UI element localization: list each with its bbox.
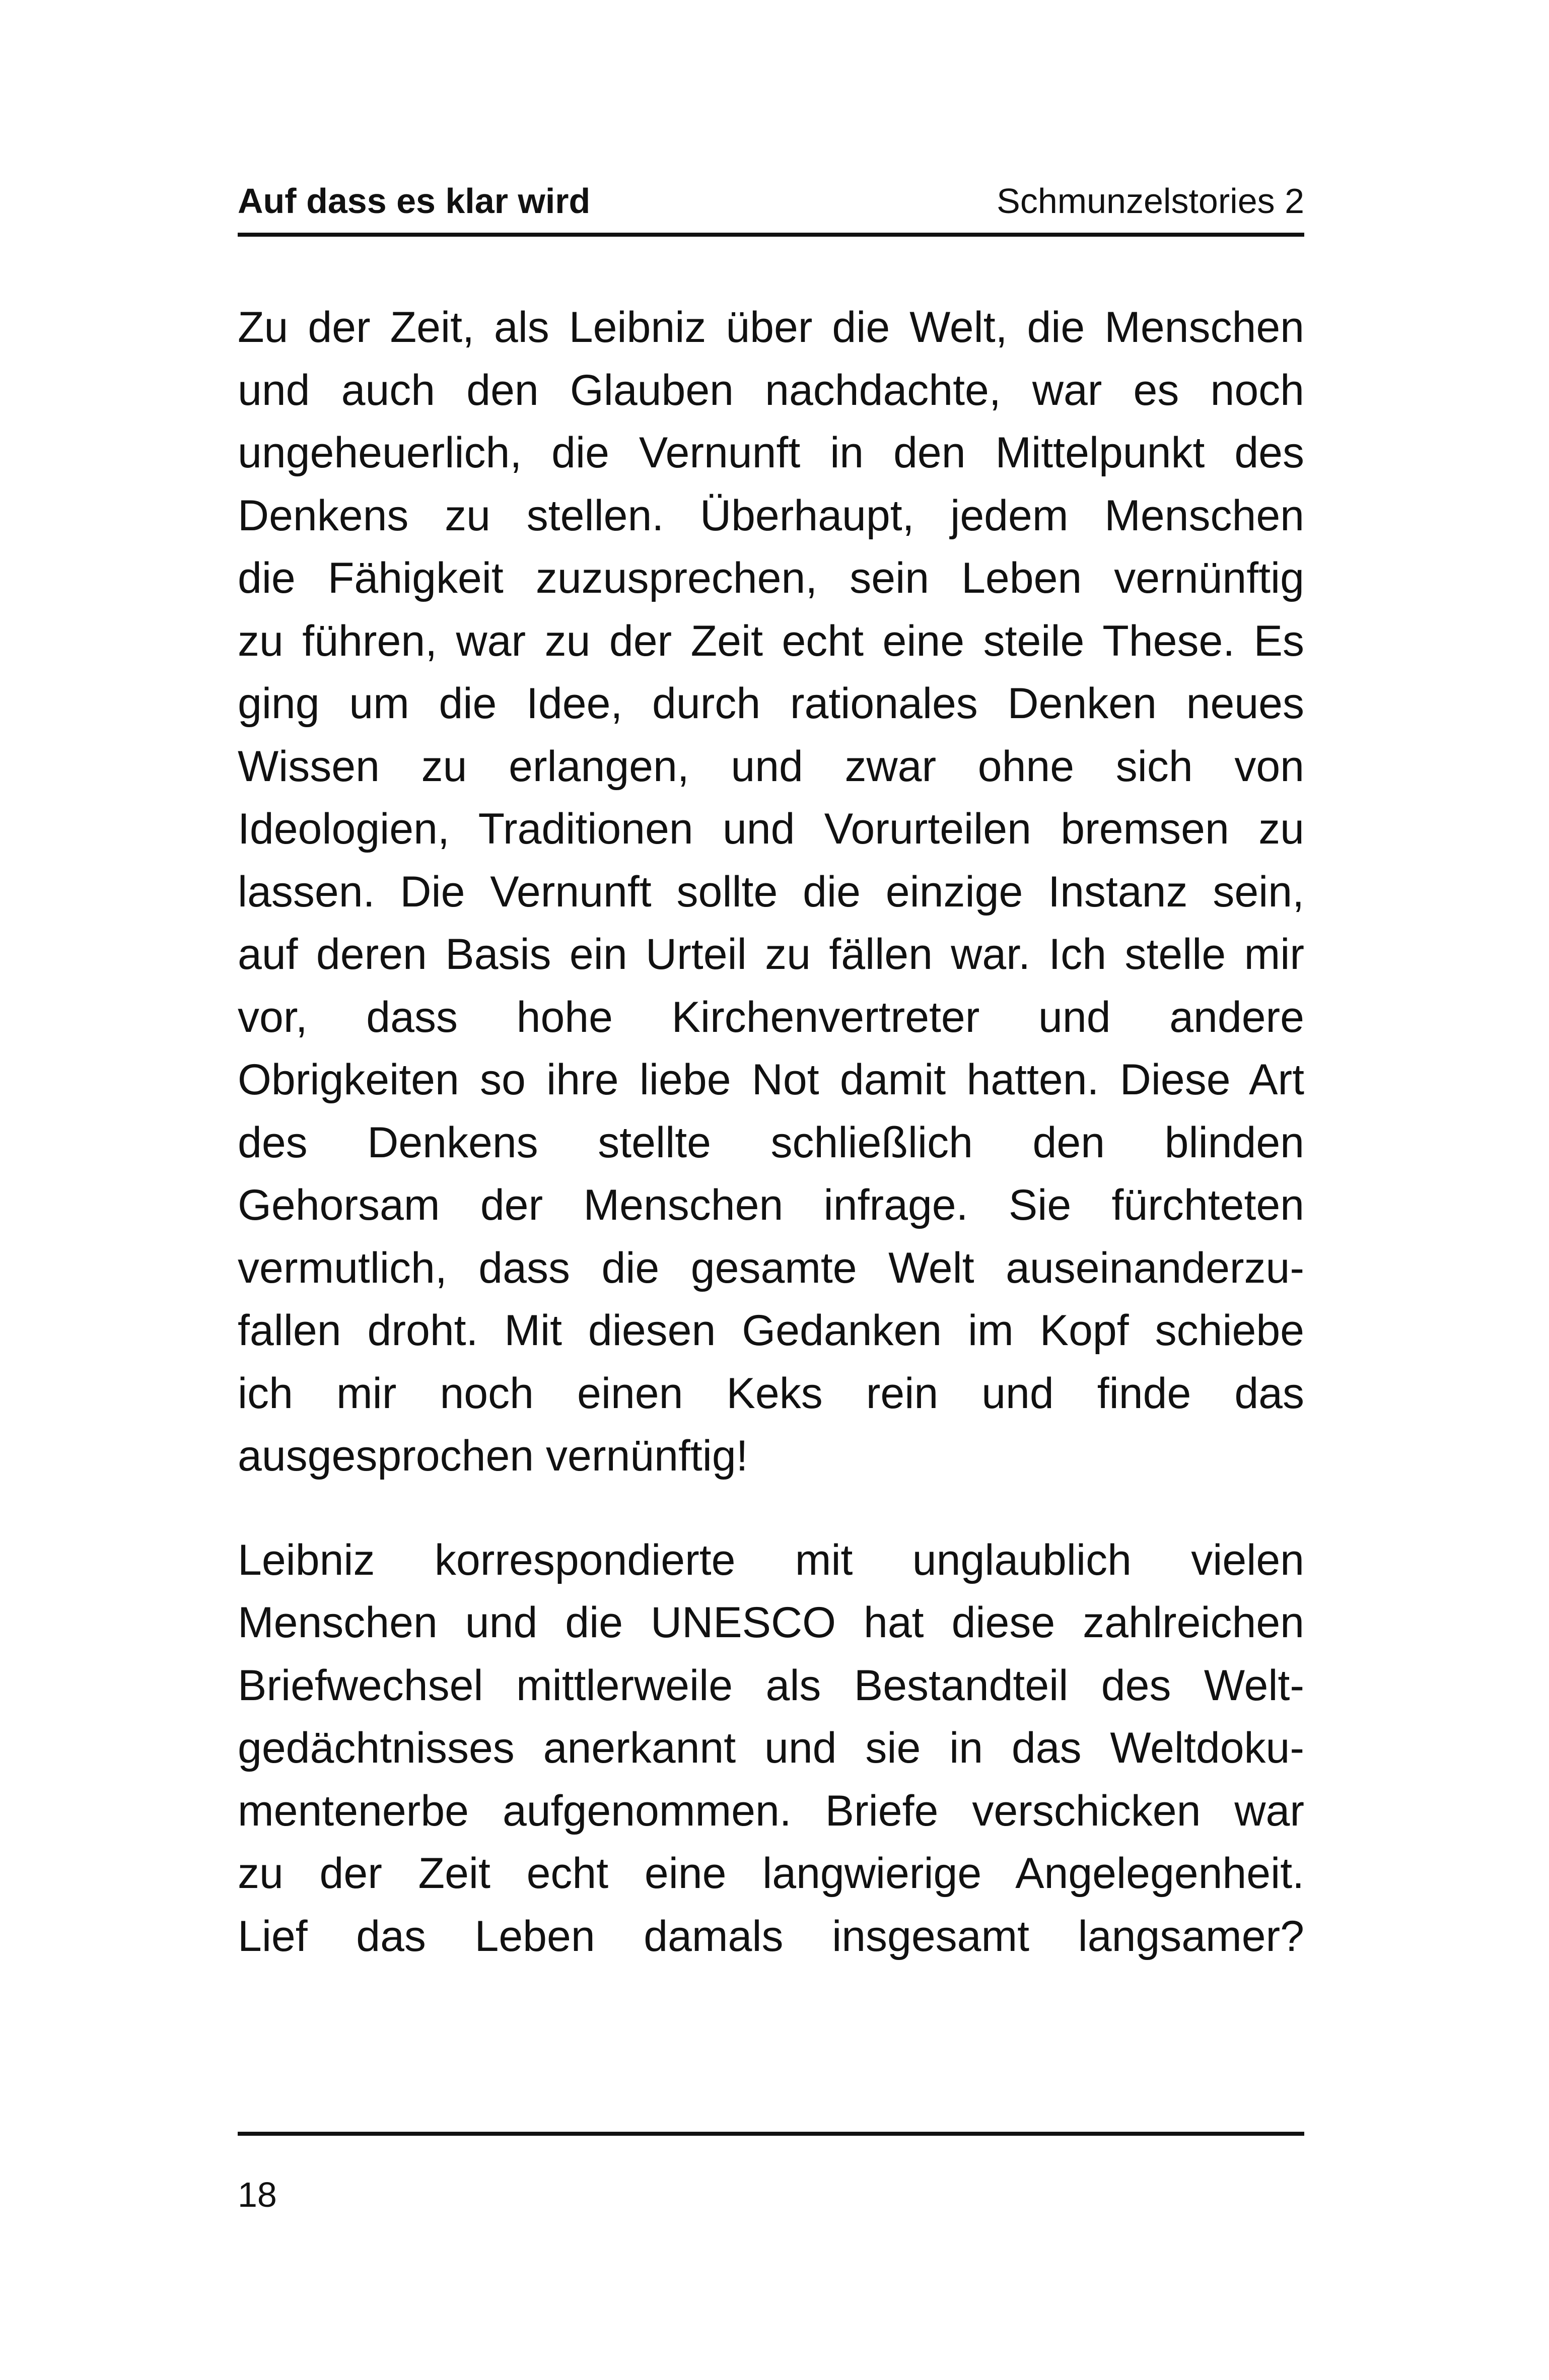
text-line: Obrigkeiten so ihre liebe Not damit hatten. Diese Art [238,1056,1304,1104]
paragraph-1 [238,296,1304,1488]
text-line: ausgesprochen vernünftig! [238,1432,748,1480]
body-text [238,296,1304,1968]
header-rule [238,233,1304,237]
text-line: gedächtnisses anerkannt und sie in das Weltdoku- [238,1724,1304,1772]
section-title: Auf dass es klar wird [238,181,591,221]
text-line: Gehorsam der Menschen infrage. Sie fürchteten [238,1181,1304,1229]
text-line: ungeheuerlich, die Vernunft in den Mittelpunkt des [238,429,1304,477]
text-line: fallen droht. Mit diesen Gedanken im Kopf schiebe [238,1306,1304,1355]
text-line: Menschen und die UNESCO hat diese zahlreichen [238,1598,1304,1647]
running-header [238,178,1304,224]
text-line: des Denkens stellte schließlich den blinden [238,1118,1304,1167]
text-line: vermutlich, dass die gesamte Welt auseinanderzu- [238,1243,1304,1292]
paragraph-2 [238,1529,1304,1968]
paragraph-gap [238,1488,1304,1529]
text-line: Denkens zu stellen. Überhaupt, jedem Menschen [238,491,1304,540]
text-line: und auch den Glauben nachdachte, war es noch [238,366,1304,414]
text-line: ich mir noch einen Keks rein und finde das [238,1369,1304,1418]
book-title: Schmunzelstories 2 [997,181,1304,221]
text-line: Lief das Leben damals insgesamt langsamer? [238,1912,1304,1961]
text-line: ging um die Idee, durch rationales Denken neues [238,679,1304,728]
text-line: Leibniz korrespondierte mit unglaublich vielen [238,1535,1304,1584]
text-line: auf deren Basis ein Urteil zu fällen war. Ich stelle mir [238,930,1304,978]
text-line: zu führen, war zu der Zeit echt eine steile These. Es [238,616,1304,665]
text-line: zu der Zeit echt eine langwierige Angelegenheit. [238,1849,1304,1898]
text-line: die Fähigkeit zuzusprechen, sein Leben vernünftig [238,554,1304,602]
page-number: 18 [238,2175,277,2214]
footer-rule [238,2132,1304,2136]
text-line: mentenerbe aufgenommen. Briefe verschicken war [238,1786,1304,1835]
text-line: lassen. Die Vernunft sollte die einzige Instanz sein, [238,867,1304,916]
text-line: vor, dass hohe Kirchenvertreter und andere [238,993,1304,1041]
text-line: Ideologien, Traditionen und Vorurteilen bremsen zu [238,805,1304,853]
text-line: Wissen zu erlangen, und zwar ohne sich von [238,742,1304,791]
text-line: Briefwechsel mittlerweile als Bestandteil des Welt- [238,1661,1304,1710]
text-line: Zu der Zeit, als Leibniz über die Welt, die Menschen [238,303,1304,352]
